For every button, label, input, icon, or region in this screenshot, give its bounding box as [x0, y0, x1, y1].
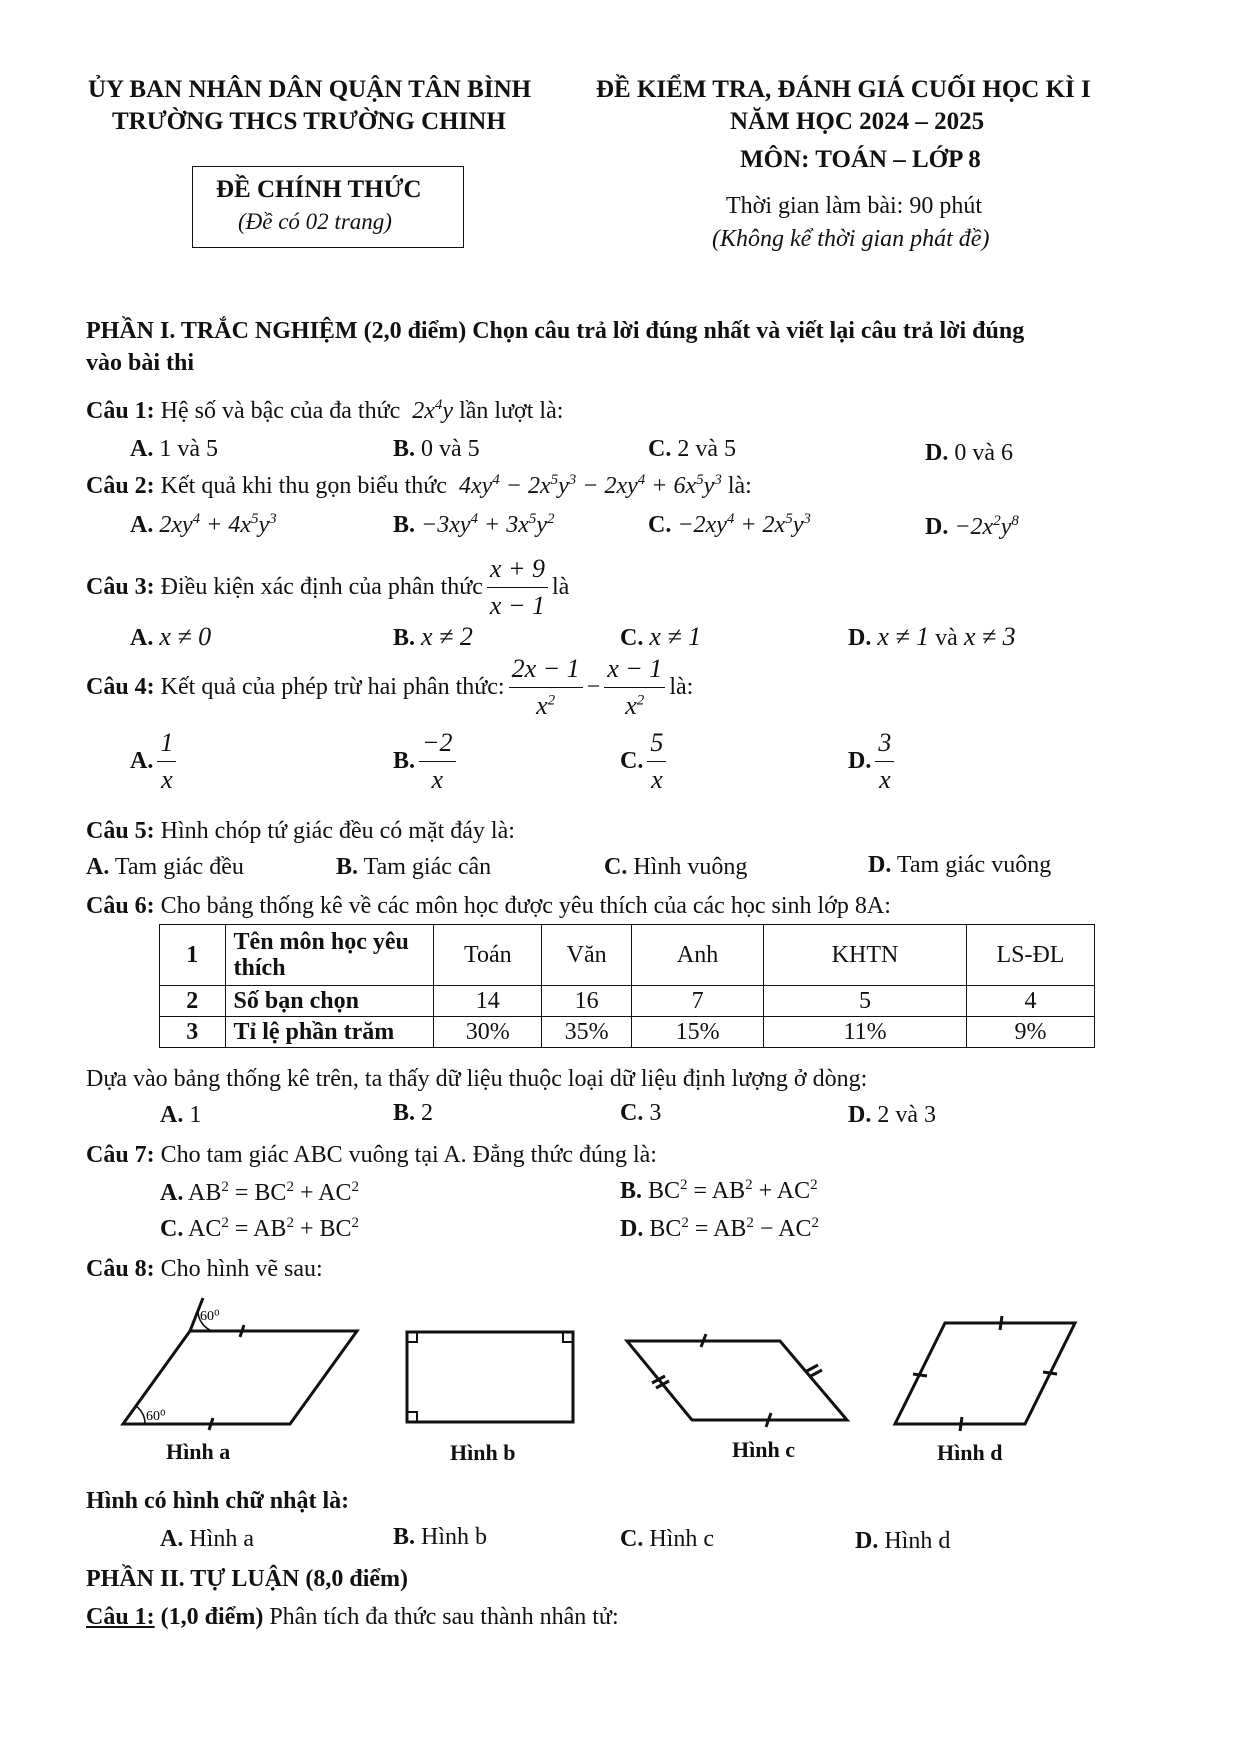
figure-a-angle-bottom: 60⁰ [146, 1409, 166, 1424]
table-cell: Tên môn học yêu thích [225, 925, 434, 986]
table-cell: 11% [764, 1017, 967, 1048]
q3-opt-a-letter: A. [130, 625, 154, 651]
q3-option-c [620, 622, 701, 652]
question-7-label: Câu 7: [86, 1142, 155, 1168]
q8-opt-b-text: Hình b [421, 1524, 488, 1550]
subject: MÔN: TOÁN – LỚP 8 [740, 146, 981, 173]
q7-opt-d-letter: D. [620, 1216, 644, 1242]
q5-opt-c-letter: C. [604, 854, 628, 880]
table-cell: 3 [160, 1017, 226, 1048]
q8-option-a [160, 1526, 254, 1553]
table-cell: 2 [160, 986, 226, 1017]
question-4 [86, 654, 693, 721]
q2-option-a [130, 512, 277, 539]
q6-opt-a-letter: A. [160, 1102, 184, 1128]
q4-opt-a-letter: A. [130, 747, 154, 774]
q1-opt-a-letter: A. [130, 436, 154, 462]
q1-option-b [393, 436, 480, 463]
q8-option-d [855, 1528, 950, 1555]
district-committee: ỦY BAN NHÂN DÂN QUẬN TÂN BÌNH [88, 76, 532, 103]
q1-option-a [130, 436, 218, 463]
question-3-text: Điều kiện xác định của phân thức [160, 573, 483, 600]
q2-opt-d-expr: $-2x^2y^8$ [954, 513, 1019, 540]
question-2 [86, 473, 752, 500]
figure-c [627, 1334, 847, 1427]
q7-opt-b-expr: $BC^2 = AB^2 + AC^2$ [648, 1177, 818, 1204]
question-4-text-after: là: [669, 673, 694, 700]
question-8-label: Câu 8: [86, 1256, 155, 1282]
table-row [160, 986, 1095, 1017]
q3-option-d [848, 622, 1016, 652]
q6-option-c [620, 1100, 661, 1127]
figure-a-caption: Hình a [166, 1439, 231, 1464]
q7-opt-a-expr: $AB^2 = BC^2 + AC^2$ [188, 1179, 359, 1206]
part1-title-cont: vào bài thi [86, 350, 195, 376]
question-6-followup: Dựa vào bảng thống kê trên, ta thấy dữ liệu thuộc loại dữ liệu định lượng ở dòng: [86, 1066, 868, 1092]
question-4-minus: − [586, 673, 601, 700]
part2-title: PHẦN II. TỰ LUẬN (8,0 điểm) [86, 1566, 408, 1592]
q3-opt-c-letter: C. [620, 625, 644, 651]
q4-opt-d-letter: D. [848, 747, 872, 774]
q7-option-c [160, 1216, 359, 1243]
school-year: NĂM HỌC 2024 – 2025 [730, 108, 985, 135]
q7-option-a [160, 1180, 359, 1207]
q6-option-a [160, 1102, 201, 1129]
figure-a-angle-top: 60⁰ [200, 1309, 220, 1324]
table-cell: 1 [160, 925, 226, 986]
table-row [160, 1017, 1095, 1048]
q8-opt-a-text: Hình a [189, 1526, 254, 1552]
part2-q1-label: Câu 1: [86, 1604, 155, 1630]
table-cell: Anh [632, 925, 764, 986]
q6-opt-c-letter: C. [620, 1100, 644, 1126]
official-label: ĐỀ CHÍNH THỨC [216, 176, 422, 203]
question-2-expr: $4xy^4 - 2x^5y^3 - 2xy^4 + 6x^5y^3$ [452, 472, 722, 499]
q2-opt-c-expr: $-2xy^4 + 2x^5y^3$ [677, 511, 811, 538]
table-cell: Văn [542, 925, 632, 986]
question-1-text: Hệ số và bậc của đa thức [160, 398, 401, 424]
q1-option-c [648, 436, 736, 463]
table-cell: 14 [434, 986, 542, 1017]
q3-opt-d-letter: D. [848, 625, 872, 651]
q6-opt-d-text: 2 và 3 [877, 1102, 936, 1128]
question-6 [86, 893, 891, 920]
q8-option-b [393, 1524, 487, 1551]
q5-option-b [336, 854, 491, 881]
q4-opt-b-letter: B. [393, 747, 416, 774]
table-cell: 5 [764, 986, 967, 1017]
q5-opt-b-text: Tam giác cân [363, 854, 492, 880]
q6-opt-d-letter: D. [848, 1102, 872, 1128]
question-4-text: Kết quả của phép trừ hai phân thức: [160, 673, 505, 700]
q2-opt-b-expr: $-3xy^4 + 3x^5y^2$ [421, 511, 555, 538]
q4-opt-c-fraction: $\frac{5}{x}$ [647, 728, 666, 795]
q3-opt-c-expr: x ≠ 1 [649, 622, 702, 651]
question-7 [86, 1142, 657, 1169]
q6-opt-c-text: 3 [649, 1100, 662, 1126]
q1-opt-b-letter: B. [393, 436, 416, 462]
q3-opt-d-expr1: x ≠ 1 [877, 622, 930, 651]
q4-opt-d-fraction: $\frac{3}{x}$ [875, 728, 894, 795]
q3-opt-b-letter: B. [393, 625, 416, 651]
question-7-text: Cho tam giác ABC vuông tại A. Đẳng thức đúng là: [160, 1142, 657, 1168]
q7-option-d [620, 1216, 819, 1243]
q2-option-d [925, 514, 1019, 541]
question-5-label: Câu 5: [86, 818, 155, 844]
q6-option-b [393, 1100, 433, 1127]
q4-option-b [393, 728, 460, 795]
q5-option-a [86, 854, 244, 881]
q5-opt-a-text: Tam giác đều [114, 854, 244, 880]
question-1-label: Câu 1: [86, 398, 155, 424]
q2-opt-b-letter: B. [393, 512, 416, 538]
part2-q1-text: Phân tích đa thức sau thành nhân tử: [269, 1604, 619, 1630]
q5-opt-c-text: Hình vuông [633, 854, 748, 880]
q1-opt-a-text: 1 và 5 [159, 436, 218, 462]
q3-option-a [130, 622, 211, 652]
q1-opt-c-text: 2 và 5 [677, 436, 736, 462]
q5-option-d [868, 852, 1051, 879]
q3-opt-d-expr2: x ≠ 3 [963, 622, 1016, 651]
q3-opt-d-and: và [935, 625, 958, 651]
q4-option-a [130, 728, 180, 795]
q5-opt-b-letter: B. [336, 854, 359, 880]
q1-opt-d-text: 0 và 6 [954, 440, 1013, 466]
q7-opt-a-letter: A. [160, 1180, 184, 1206]
q7-option-b [620, 1178, 818, 1205]
table-cell: 35% [542, 1017, 632, 1048]
table-cell: LS-ĐL [966, 925, 1094, 986]
question-6-label: Câu 6: [86, 893, 155, 919]
q6-opt-a-text: 1 [189, 1102, 202, 1128]
q2-option-b [393, 512, 555, 539]
q6-opt-b-letter: B. [393, 1100, 416, 1126]
table-cell: KHTN [764, 925, 967, 986]
q8-opt-c-letter: C. [620, 1526, 644, 1552]
q2-opt-a-letter: A. [130, 512, 154, 538]
q2-opt-c-letter: C. [648, 512, 672, 538]
table-cell: 7 [632, 986, 764, 1017]
q5-opt-d-letter: D. [868, 852, 892, 878]
figure-d-caption: Hình d [937, 1440, 1003, 1465]
question-2-label: Câu 2: [86, 473, 155, 499]
q2-opt-d-letter: D. [925, 514, 949, 540]
q1-opt-d-letter: D. [925, 440, 949, 466]
q8-opt-d-letter: D. [855, 1528, 879, 1554]
table-cell: 9% [966, 1017, 1094, 1048]
question-3 [86, 554, 569, 621]
part2-q1-points: (1,0 điểm) [160, 1604, 264, 1630]
figure-b [407, 1332, 573, 1422]
q3-opt-b-expr: x ≠ 2 [421, 622, 473, 651]
question-3-fraction: $\frac{x + 9}{x - 1}$ [487, 554, 548, 621]
part1-title: PHẦN I. TRẮC NGHIỆM (2,0 điểm) Chọn câu trả lời đúng nhất và viết lại câu trả lời đúng [86, 318, 1025, 344]
q1-opt-b-text: 0 và 5 [421, 436, 480, 462]
q1-opt-c-letter: C. [648, 436, 672, 462]
question-6-text: Cho bảng thống kê về các môn học được yêu thích của các học sinh lớp 8A: [160, 893, 891, 919]
q5-opt-d-text: Tam giác vuông [896, 852, 1052, 878]
q7-opt-b-letter: B. [620, 1178, 643, 1204]
statistics-table [159, 924, 1095, 1048]
q4-option-c [620, 728, 670, 795]
q5-opt-a-letter: A. [86, 854, 110, 880]
q7-opt-c-expr: $AC^2 = AB^2 + BC^2$ [188, 1215, 359, 1242]
figure-c-caption: Hình c [732, 1437, 795, 1462]
q7-opt-c-letter: C. [160, 1216, 184, 1242]
question-4-fraction-2: $\frac{x - 1}{x^2}$ [604, 654, 665, 721]
question-1-text-after: lần lượt là: [459, 398, 564, 424]
table-cell: 30% [434, 1017, 542, 1048]
q3-option-b [393, 622, 473, 652]
question-8-text: Cho hình vẽ sau: [160, 1256, 323, 1282]
table-cell: Tỉ lệ phần trăm [225, 1017, 434, 1048]
exam-time-note: (Không kể thời gian phát đề) [712, 226, 990, 252]
q4-opt-b-fraction: $\frac{-2}{x}$ [419, 728, 456, 795]
question-2-text: Kết quả khi thu gọn biểu thức [160, 473, 447, 499]
question-2-text-after: là: [727, 473, 752, 499]
table-cell: Toán [434, 925, 542, 986]
exam-title: ĐỀ KIỂM TRA, ĐÁNH GIÁ CUỐI HỌC KÌ I [596, 76, 1091, 103]
question-5 [86, 818, 515, 845]
figure-b-caption: Hình b [450, 1440, 516, 1465]
q1-option-d [925, 440, 1013, 467]
q8-opt-a-letter: A. [160, 1526, 184, 1552]
question-1 [86, 398, 563, 425]
school-name: TRƯỜNG THCS TRƯỜNG CHINH [112, 108, 506, 135]
table-cell: 16 [542, 986, 632, 1017]
table-cell: 4 [966, 986, 1094, 1017]
table-row [160, 925, 1095, 986]
q4-opt-c-letter: C. [620, 747, 644, 774]
table-cell: Số bạn chọn [225, 986, 434, 1017]
q4-opt-a-fraction: $\frac{1}{x}$ [157, 728, 176, 795]
part2-question-1 [86, 1604, 619, 1631]
question-4-fraction-1: $\frac{2x - 1}{x^2}$ [509, 654, 583, 721]
q8-opt-b-letter: B. [393, 1524, 416, 1550]
q8-option-c [620, 1526, 714, 1553]
exam-time: Thời gian làm bài: 90 phút [726, 193, 982, 219]
q7-opt-d-expr: $BC^2 = AB^2 - AC^2$ [649, 1215, 819, 1242]
q6-opt-b-text: 2 [421, 1100, 434, 1126]
q6-option-d [848, 1102, 936, 1129]
question-3-text-after: là [552, 573, 570, 600]
question-4-label: Câu 4: [86, 673, 155, 700]
q5-option-c [604, 854, 747, 881]
question-5-text: Hình chóp tứ giác đều có mặt đáy là: [160, 818, 515, 844]
q3-opt-a-expr: x ≠ 0 [159, 622, 212, 651]
figure-d [895, 1316, 1075, 1431]
question-8-prompt: Hình có hình chữ nhật là: [86, 1488, 350, 1514]
question-1-expr: $2x^4y$ [406, 397, 454, 424]
table-cell: 15% [632, 1017, 764, 1048]
q2-opt-a-expr: $2xy^4 + 4x^5y^3$ [159, 511, 277, 538]
q8-opt-d-text: Hình d [884, 1528, 951, 1554]
q8-opt-c-text: Hình c [649, 1526, 714, 1552]
q2-option-c [648, 512, 811, 539]
pages-note: (Đề có 02 trang) [238, 209, 392, 234]
question-8 [86, 1256, 323, 1283]
question-3-label: Câu 3: [86, 573, 155, 600]
q4-option-d [848, 728, 898, 795]
